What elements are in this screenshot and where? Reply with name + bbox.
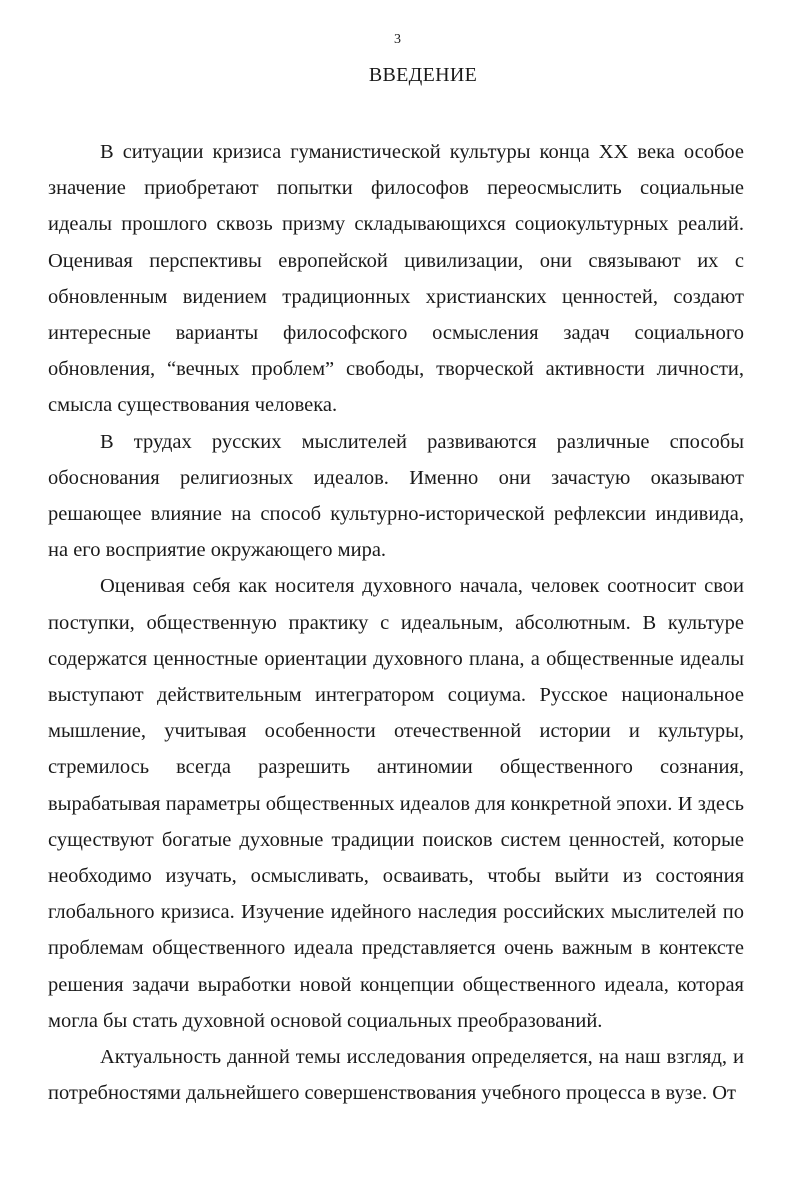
paragraph-1: В ситуации кризиса гуманистической культуры конца XX века особое значение приобретают попытки философов переосмыслить социальные идеалы прошлого сквозь призму складывающихся социокультурных реалий. Оценивая перспективы европейской цивилизации, они связывают их с обновленным видением традиционных христианских ценностей, создают интересные варианты философского осмысления задач социального обновления, “вечных проблем” свободы, творческой активности личности, смысла существования человека. — [48, 141, 744, 417]
section-title: ВВЕДЕНИЕ — [368, 64, 478, 86]
body-text — [48, 134, 744, 1111]
paragraph-2: В трудах русских мыслителей развиваются различные способы обоснования религиозных идеалов. Именно они зачастую оказывают решающее влияние на способ культурно-исторической рефлексии индивида, на его восприятие окружающего мира. — [48, 430, 744, 562]
page-number: 3 — [394, 32, 401, 47]
paragraph-4: Актуальность данной темы исследования определяется, на наш взгляд, и потребностями дальнейшего совершенствования учебного процесса в вузе. От — [48, 1046, 744, 1105]
paragraph-3: Оценивая себя как носителя духовного начала, человек соотносит свои поступки, общественную практику с идеальным, абсолютным. В культуре содержатся ценностные ориентации духовного плана, а общественные идеалы выступают действительным интегратором социума. Русское национальное мышление, учитывая особенности отечественной истории и культуры, стремилось всегда разрешить антиномии общественного сознания, вырабатывая параметры общественных идеалов для конкретной эпохи. И здесь существуют богатые духовные традиции поисков систем ценностей, которые необходимо изучать, осмысливать, осваивать, чтобы выйти из состояния глобального кризиса. Изучение идейного наследия российских мыслителей по проблемам общественного идеала представляется очень важным в контексте решения задачи выработки новой концепции общественного идеала, которая могла бы стать духовной основой социальных преобразований. — [48, 575, 744, 1032]
